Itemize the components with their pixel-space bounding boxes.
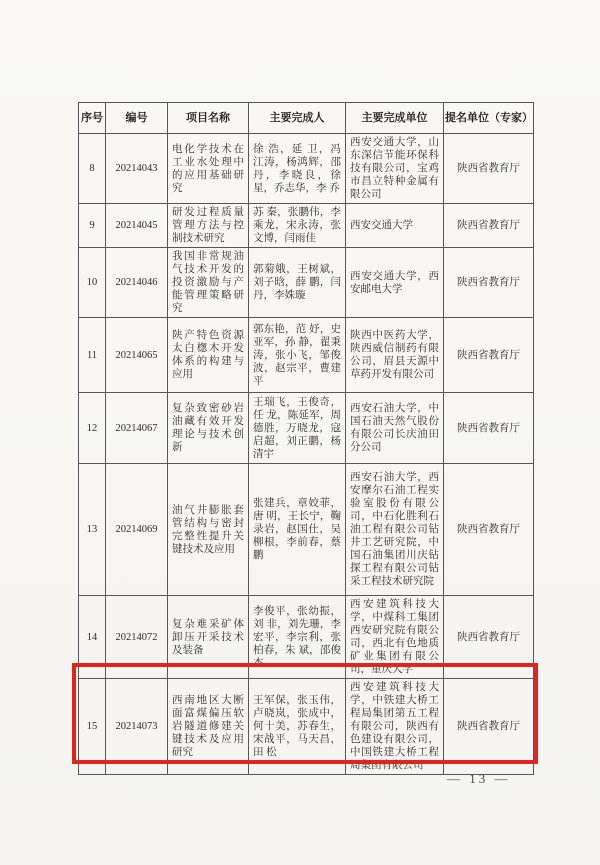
- table-header-row: [79, 103, 534, 134]
- cell-code: 20214073: [106, 679, 168, 775]
- cell-units: 西安交通大学，山东深信节能环保科技有限公司，宝鸡市昌立特种金属有限公司: [346, 134, 444, 204]
- awards-table: [78, 102, 534, 775]
- cell-contributors: 苏 秦，张鹏伟，李乘龙，宋永涛，张文博，闫雨佳: [249, 204, 346, 248]
- cell-serial: 14: [79, 596, 106, 679]
- cell-nominator: 陕西省教育厅: [444, 204, 534, 248]
- table-row: [79, 393, 534, 464]
- table-row: [79, 134, 534, 204]
- cell-code: 20214069: [106, 464, 168, 596]
- col-header-contributors: 主要完成人: [249, 103, 346, 134]
- cell-project: 油气井膨胀套管结构与密封完整性提升关键技术及应用: [168, 464, 249, 596]
- cell-contributors: 王军保，张玉伟，卢晓岚，张成中，何十美，苏春生，宋战平，马天昌，田 松: [249, 679, 346, 775]
- cell-project: 我国非常规油气技术开发的投资激励与产能管理策略研究: [168, 248, 249, 318]
- cell-contributors: 徐 浩，延 卫，冯江涛，杨鸿辉，邵 丹，李晓良，徐 星，乔志华，李 乔: [249, 134, 346, 204]
- cell-contributors: 王瑞飞，王俊奇，任 龙，陈延军，周德胜，万晓龙，寇启超，刘正鹏，杨清宇: [249, 393, 346, 464]
- cell-nominator: 陕西省教育厅: [444, 596, 534, 679]
- cell-contributors: 郭菊娥，王树斌，刘子晗，薛 鹏，闫 丹，李姝璇: [249, 248, 346, 318]
- col-header-code: 编号: [106, 103, 168, 134]
- col-header-units: 主要完成单位: [346, 103, 444, 134]
- cell-serial: 13: [79, 464, 106, 596]
- table-row: [79, 318, 534, 393]
- cell-code: 20214072: [106, 596, 168, 679]
- table-row: [79, 248, 534, 318]
- table-row: [79, 204, 534, 248]
- cell-serial: 8: [79, 134, 106, 204]
- cell-units: 西安建筑科技大学，中煤科工集团西安研究院有限公司，西北有色地质矿业集团有限公司，重庆大学: [346, 596, 444, 679]
- col-header-nominator: 提名单位（专家）: [444, 103, 534, 134]
- cell-project: 研发过程质量管理方法与控制技术研究: [168, 204, 249, 248]
- col-header-project: 项目名称: [168, 103, 249, 134]
- cell-contributors: 李俊平，张幼振，刘 非，刘先珊，李宏平，李宗利，张柏春，朱 斌，邵俊杰: [249, 596, 346, 679]
- cell-serial: 9: [79, 204, 106, 248]
- cell-project: 复杂难采矿体卸压开采技术及装备: [168, 596, 249, 679]
- cell-code: 20214043: [106, 134, 168, 204]
- cell-serial: 12: [79, 393, 106, 464]
- cell-units: 西安石油大学，中国石油天然气股份有限公司长庆油田分公司: [346, 393, 444, 464]
- col-header-serial: 序号: [79, 103, 106, 134]
- cell-project: 电化学技术在工业水处理中的应用基础研究: [168, 134, 249, 204]
- page-number: — 13 —: [447, 771, 511, 786]
- cell-code: 20214065: [106, 318, 168, 393]
- cell-nominator: 陕西省教育厅: [444, 393, 534, 464]
- table-row: [79, 464, 534, 596]
- cell-code: 20214067: [106, 393, 168, 464]
- cell-project: 西南地区大断面富煤偏压软岩隧道修建关键技术及应用研究: [168, 679, 249, 775]
- table-row-highlighted: [79, 679, 534, 775]
- cell-units: 西安建筑科技大学，中铁建大桥工程局集团第五工程有限公司，陕西有色建设有限公司，中国铁建大桥工程局集团有限公司: [346, 679, 444, 775]
- cell-serial: 15: [79, 679, 106, 775]
- cell-units: 西安交通大学，西安邮电大学: [346, 248, 444, 318]
- cell-nominator: 陕西省教育厅: [444, 318, 534, 393]
- cell-project: 复杂致密砂岩油藏有效开发理论与技术创新: [168, 393, 249, 464]
- cell-code: 20214046: [106, 248, 168, 318]
- cell-nominator: 陕西省教育厅: [444, 464, 534, 596]
- cell-contributors: 张建兵，章姣菲，唐 明，王长宁，鞠录岩，赵国仕，吴柳根，李前春，蔡 鹏: [249, 464, 346, 596]
- cell-units: 陕西中医药大学，陕西威信制药有限公司，眉县天源中草药开发有限公司: [346, 318, 444, 393]
- cell-nominator: 陕西省教育厅: [444, 679, 534, 775]
- cell-units: 西安石油大学，西安摩尔石油工程实验室股份有限公司，中石化胜利石油工程有限公司钻井工艺研究院，中国石油集团川庆钻探工程有限公司钻采工程技术研究院: [346, 464, 444, 596]
- cell-nominator: 陕西省教育厅: [444, 248, 534, 318]
- cell-project: 陕产特色资源太白楤木开发体系的构建与应用: [168, 318, 249, 393]
- cell-serial: 11: [79, 318, 106, 393]
- cell-serial: 10: [79, 248, 106, 318]
- cell-units: 西安交通大学: [346, 204, 444, 248]
- cell-contributors: 郭东艳，范 妤，史亚军，孙 静，翟秉涛，张小飞，邹俊波，赵宗平，曹建平: [249, 318, 346, 393]
- cell-code: 20214045: [106, 204, 168, 248]
- table-row: [79, 596, 534, 679]
- cell-nominator: 陕西省教育厅: [444, 134, 534, 204]
